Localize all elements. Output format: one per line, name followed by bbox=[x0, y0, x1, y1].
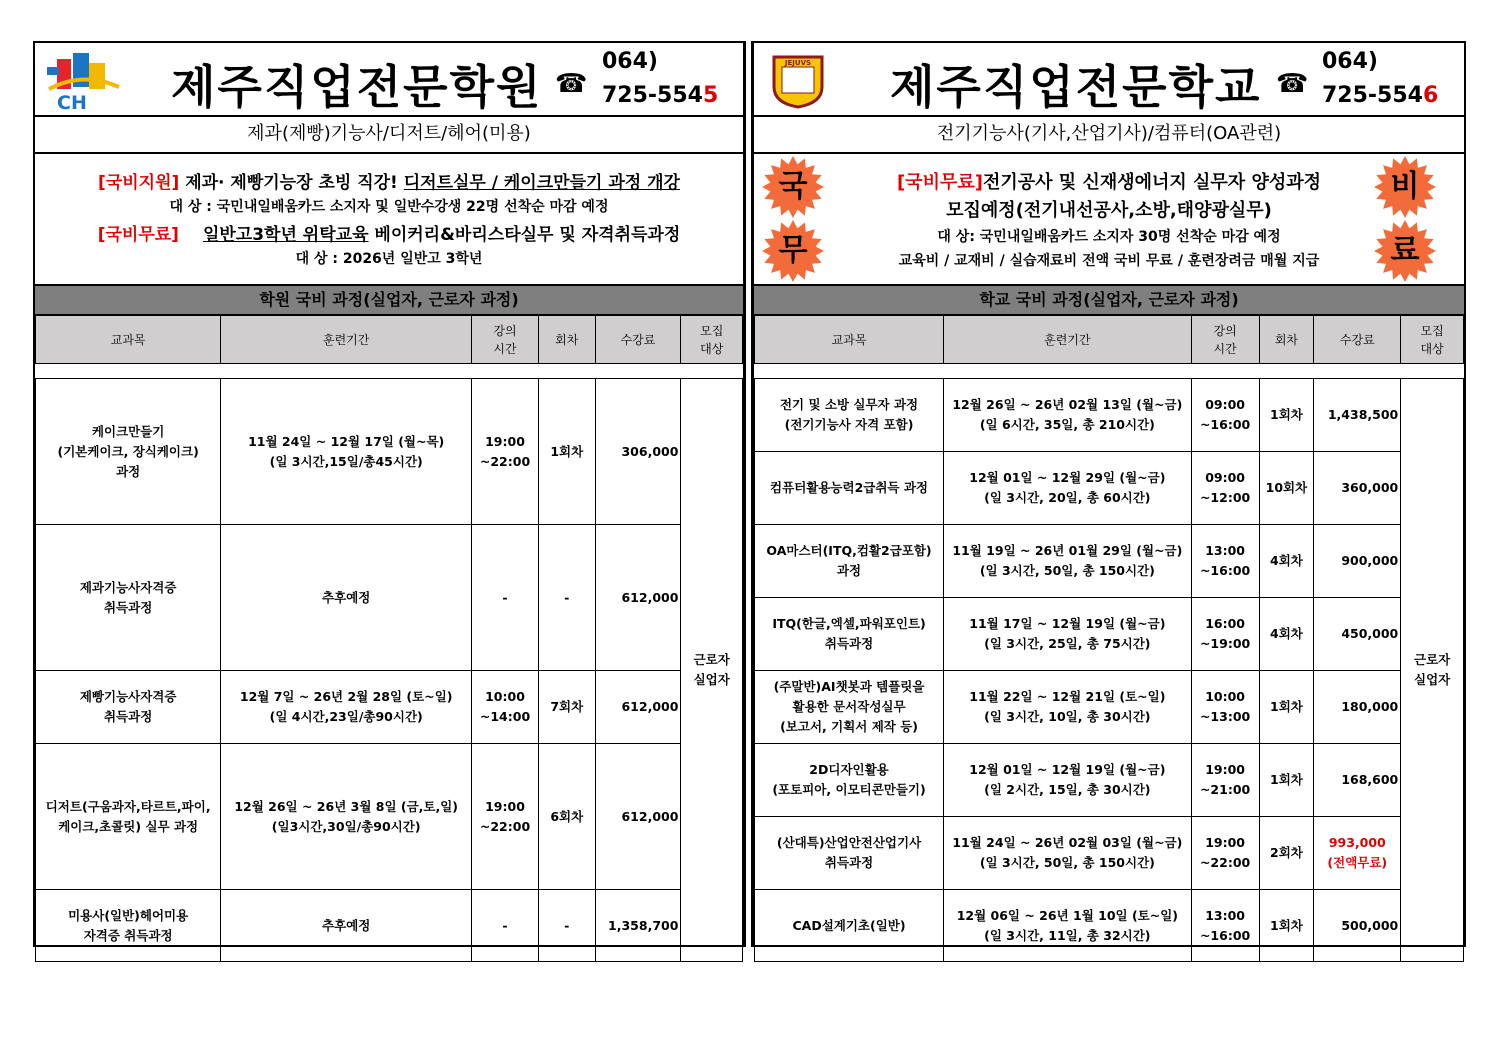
academy-panel bbox=[33, 41, 745, 947]
cell-sessions: 1회차 bbox=[1259, 744, 1314, 817]
table-row bbox=[36, 890, 743, 962]
column-header: 모집 대상 bbox=[681, 316, 743, 364]
cell-fee: 180,000 bbox=[1314, 671, 1401, 744]
cell-time: - bbox=[472, 890, 539, 962]
cell-course: (주말반)AI챗봇과 템플릿을 활용한 문서작성실무 (보고서, 기획서 제작 등) bbox=[755, 671, 944, 744]
table-spacer bbox=[36, 364, 743, 379]
academy-subtitle: 제과(제빵)기능사/디저트/헤어(미용) bbox=[35, 117, 743, 154]
school-logo bbox=[770, 53, 826, 109]
cell-course: ITQ(한글,엑셀,파워포인트) 취득과정 bbox=[755, 598, 944, 671]
cell-course: 컴퓨터활용능력2급취득 과정 bbox=[755, 452, 944, 525]
cell-fee: 1,438,500 bbox=[1314, 379, 1401, 452]
burst-badge-gook: 국 bbox=[762, 156, 824, 218]
cell-fee: 612,000 bbox=[595, 744, 681, 890]
cell-period: 12월 01일 ~ 12월 19일 (월~금) (일 2시간, 15일, 총 30시간) bbox=[944, 744, 1192, 817]
school-header bbox=[754, 43, 1464, 117]
promo-line-4: 대 상 : 2026년 일반고 3학년 bbox=[295, 251, 483, 267]
cell-sessions: 6회차 bbox=[538, 744, 595, 890]
column-header: 교과목 bbox=[755, 316, 944, 364]
cell-sessions: 1회차 bbox=[1259, 379, 1314, 452]
table-row bbox=[36, 671, 743, 744]
academy-title: 제주직업전문학원 bbox=[171, 60, 543, 114]
school-section-title: 학교 국비 과정(실업자, 근로자 과정) bbox=[754, 284, 1464, 315]
academy-promo bbox=[35, 154, 743, 284]
cell-fee: 1,358,700 bbox=[595, 890, 681, 962]
table-row bbox=[36, 379, 743, 525]
cell-course: OA마스터(ITQ,컴활2급포함) 과정 bbox=[755, 525, 944, 598]
school-panel bbox=[752, 41, 1466, 947]
cell-time: 16:00 ~19:00 bbox=[1191, 598, 1259, 671]
cell-sessions: 7회차 bbox=[538, 671, 595, 744]
cell-fee: 450,000 bbox=[1314, 598, 1401, 671]
promo-line-2: 모집예정(전기내선공사,소방,태양광실무) bbox=[946, 200, 1272, 221]
cell-sessions: 2회차 bbox=[1259, 817, 1314, 890]
table-row bbox=[755, 744, 1464, 817]
table-row bbox=[755, 890, 1464, 962]
svg-text:CH: CH bbox=[57, 92, 87, 111]
cell-fee: 360,000 bbox=[1314, 452, 1401, 525]
cell-course: 제과기능사자격증 취득과정 bbox=[36, 525, 221, 671]
spacer-cell bbox=[36, 364, 743, 379]
column-header: 강의 시간 bbox=[1191, 316, 1259, 364]
table-row bbox=[755, 452, 1464, 525]
cell-fee: 900,000 bbox=[1314, 525, 1401, 598]
cell-course: (산대특)산업안전산업기사 취득과정 bbox=[755, 817, 944, 890]
phone-last-digit: 6 bbox=[1422, 83, 1439, 108]
table-row bbox=[755, 598, 1464, 671]
cell-period: 12월 01일 ~ 12월 29일 (월~금) (일 3시간, 20일, 총 60시간) bbox=[944, 452, 1192, 525]
phone-icon: ☎ bbox=[1276, 69, 1309, 99]
promo-line-1: [국비무료]전기공사 및 신재생에너지 실무자 양성과정 bbox=[896, 172, 1322, 193]
cell-fee: 612,000 bbox=[595, 671, 681, 744]
cell-course: 2D디자인활용 (포토피아, 이모티콘만들기) bbox=[755, 744, 944, 817]
panel-divider bbox=[745, 41, 752, 947]
cell-period: 12월 26일 ~ 26년 02월 13일 (월~금) (일 6시간, 35일, 총 210시간) bbox=[944, 379, 1192, 452]
cell-course: 미용사(일반)헤어미용 자격증 취득과정 bbox=[36, 890, 221, 962]
cell-time: 19:00 ~21:00 bbox=[1191, 744, 1259, 817]
cell-period: 12월 06일 ~ 26년 1월 10일 (토~일) (일 3시간, 11일, 총 32시간) bbox=[944, 890, 1192, 962]
promo-line-1: [국비지원] 제과· 제빵기능장 초빙 직강! 디저트실무 / 케이크만들기 과정 개강 bbox=[98, 173, 680, 193]
promo-line-3: 대 상: 국민내일배움카드 소지자 30명 선착순 마감 예정 bbox=[937, 229, 1281, 245]
cell-period: 11월 24일 ~ 12월 17일 (월~목) (일 3시간,15일/총45시간) bbox=[221, 379, 472, 525]
cell-sessions: - bbox=[538, 890, 595, 962]
cell-period: 11월 22일 ~ 12월 21일 (토~일) (일 3시간, 10일, 총 30시간) bbox=[944, 671, 1192, 744]
cell-time: 13:00 ~16:00 bbox=[1191, 525, 1259, 598]
cell-period: 12월 26일 ~ 26년 3월 8일 (금,토,일) (일3시간,30일/총90시간) bbox=[221, 744, 472, 890]
phone-number: 725-554 bbox=[602, 83, 703, 108]
cell-sessions: 4회차 bbox=[1259, 525, 1314, 598]
column-header: 회차 bbox=[1259, 316, 1314, 364]
phone-icon: ☎ bbox=[555, 69, 588, 99]
spacer-cell bbox=[755, 364, 1464, 379]
cell-period: 11월 17일 ~ 12월 19일 (월~금) (일 3시간, 25일, 총 75시간) bbox=[944, 598, 1192, 671]
svg-text:JEJUVS: JEJUVS bbox=[784, 59, 812, 67]
cell-course: 디저트(구움과자,타르트,파이, 케이크,초콜릿) 실무 과정 bbox=[36, 744, 221, 890]
cell-time: 19:00 ~22:00 bbox=[472, 379, 539, 525]
table-spacer bbox=[755, 364, 1464, 379]
cell-fee: 612,000 bbox=[595, 525, 681, 671]
phone-area: 064) bbox=[602, 49, 658, 74]
table-row bbox=[755, 671, 1464, 744]
cell-course: 전기 및 소방 실무자 과정 (전기기능사 자격 포함) bbox=[755, 379, 944, 452]
academy-logo bbox=[43, 49, 123, 111]
school-phone bbox=[1322, 47, 1438, 111]
cell-sessions: 4회차 bbox=[1259, 598, 1314, 671]
cell-course: 제빵기능사자격증 취득과정 bbox=[36, 671, 221, 744]
phone-last-digit: 5 bbox=[702, 83, 719, 108]
table-row bbox=[755, 525, 1464, 598]
academy-section-title: 학원 국비 과정(실업자, 근로자 과정) bbox=[35, 284, 743, 315]
column-header: 회차 bbox=[538, 316, 595, 364]
cell-sessions: - bbox=[538, 525, 595, 671]
table-row bbox=[755, 817, 1464, 890]
promo-line-2: 대 상 : 국민내일배움카드 소지자 및 일반수강생 22명 선착순 마감 예정 bbox=[169, 199, 609, 215]
column-header: 강의 시간 bbox=[472, 316, 539, 364]
cell-time: 10:00 ~14:00 bbox=[472, 671, 539, 744]
table-row bbox=[36, 744, 743, 890]
phone-area: 064) bbox=[1322, 49, 1378, 74]
cell-period: 추후예정 bbox=[221, 525, 472, 671]
promo-line-3: [국비무료] 일반고3학년 위탁교육 베이커리&바리스타실무 및 자격취득과정 bbox=[97, 225, 681, 245]
school-subtitle: 전기기능사(기사,산업기사)/컴퓨터(OA관련) bbox=[754, 117, 1464, 154]
cell-time: 19:00 ~22:00 bbox=[1191, 817, 1259, 890]
academy-header bbox=[35, 43, 743, 117]
column-header: 수강료 bbox=[595, 316, 681, 364]
school-promo bbox=[754, 154, 1464, 284]
cell-time: 13:00 ~16:00 bbox=[1191, 890, 1259, 962]
column-header: 수강료 bbox=[1314, 316, 1401, 364]
cell-sessions: 1회차 bbox=[1259, 671, 1314, 744]
table-header-row bbox=[755, 316, 1464, 364]
table-row bbox=[36, 525, 743, 671]
cell-target: 근로자 실업자 bbox=[681, 379, 743, 962]
cell-sessions: 1회차 bbox=[1259, 890, 1314, 962]
burst-badge-bi: 비 bbox=[1374, 156, 1436, 218]
school-course-table bbox=[754, 315, 1464, 962]
cell-time: 19:00 ~22:00 bbox=[472, 744, 539, 890]
table-header-row bbox=[36, 316, 743, 364]
cell-fee: 306,000 bbox=[595, 379, 681, 525]
cell-sessions: 1회차 bbox=[538, 379, 595, 525]
cell-course: CAD설계기초(일반) bbox=[755, 890, 944, 962]
cell-time: 09:00 ~16:00 bbox=[1191, 379, 1259, 452]
cell-sessions: 10회차 bbox=[1259, 452, 1314, 525]
cell-fee: 993,000 (전액무료) bbox=[1314, 817, 1401, 890]
cell-time: 09:00 ~12:00 bbox=[1191, 452, 1259, 525]
cell-fee: 500,000 bbox=[1314, 890, 1401, 962]
school-title: 제주직업전문학교 bbox=[890, 60, 1262, 114]
burst-badge-ryo: 료 bbox=[1374, 220, 1436, 282]
cell-course: 케이크만들기 (기본케이크, 장식케이크) 과정 bbox=[36, 379, 221, 525]
academy-phone bbox=[602, 47, 718, 111]
cell-fee: 168,600 bbox=[1314, 744, 1401, 817]
academy-course-table bbox=[35, 315, 743, 962]
column-header: 훈련기간 bbox=[944, 316, 1192, 364]
cell-time: 10:00 ~13:00 bbox=[1191, 671, 1259, 744]
column-header: 교과목 bbox=[36, 316, 221, 364]
phone-number: 725-554 bbox=[1322, 83, 1423, 108]
cell-period: 추후예정 bbox=[221, 890, 472, 962]
column-header: 모집 대상 bbox=[1401, 316, 1464, 364]
column-header: 훈련기간 bbox=[221, 316, 472, 364]
cell-period: 11월 24일 ~ 26년 02월 03일 (월~금) (일 3시간, 50일, 총 150시간) bbox=[944, 817, 1192, 890]
burst-badge-mu: 무 bbox=[762, 220, 824, 282]
cell-period: 12월 7일 ~ 26년 2월 28일 (토~일) (일 4시간,23일/총90시간) bbox=[221, 671, 472, 744]
cell-period: 11월 19일 ~ 26년 01월 29일 (월~금) (일 3시간, 50일, 총 150시간) bbox=[944, 525, 1192, 598]
promo-line-4: 교육비 / 교재비 / 실습재료비 전액 국비 무료 / 훈련장려금 매월 지급 bbox=[898, 253, 1320, 269]
cell-time: - bbox=[472, 525, 539, 671]
cell-target: 근로자 실업자 bbox=[1401, 379, 1464, 962]
table-row bbox=[755, 379, 1464, 452]
